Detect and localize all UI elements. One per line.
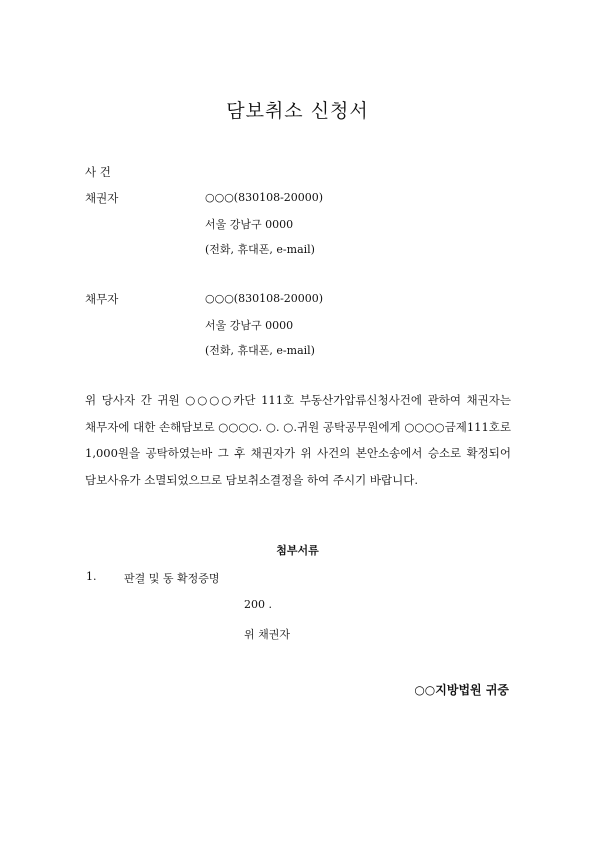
creditor-address: 서울 강남구 0000	[205, 218, 294, 231]
signer-label: 위 채권자	[244, 628, 291, 641]
creditor-contact: (전화, 휴대폰, e-mail)	[205, 243, 315, 256]
creditor-name-id: ○○○(830108-20000)	[205, 191, 324, 204]
document-title: 담보취소 신청서	[226, 100, 369, 122]
request-body: 위 당사자 간 귀원 ○○○○카단 111호 부동산가압류신청사건에 관하여 채권자는 채무자에 대한 손해담보로 ○○○○. ○. ○.귀원 공탁공무원에게 ○○○○금제111호로 1,000원을 공탁하였는바 그 후 채권자가 위 사건의 본안소송에서 승소로 확정되어 담보사유가 소멸되었으므로 담보취소결정을 하여 주시기 바랍니다.	[85, 393, 511, 487]
creditor-label: 채권자	[85, 191, 119, 205]
debtor-label: 채무자	[85, 292, 119, 306]
filing-date: 200 .	[244, 598, 272, 611]
court-addressee: ○○지방법원 귀중	[414, 683, 509, 697]
attachments-title: 첨부서류	[276, 544, 319, 557]
debtor-name-id: ○○○(830108-20000)	[205, 292, 324, 305]
debtor-address: 서울 강남구 0000	[205, 319, 294, 332]
case-label: 사 건	[85, 165, 111, 179]
attachment-item-number: 1.	[86, 570, 97, 583]
debtor-contact: (전화, 휴대폰, e-mail)	[205, 344, 315, 357]
attachment-item-text: 판결 및 동 확정증명	[124, 572, 220, 585]
